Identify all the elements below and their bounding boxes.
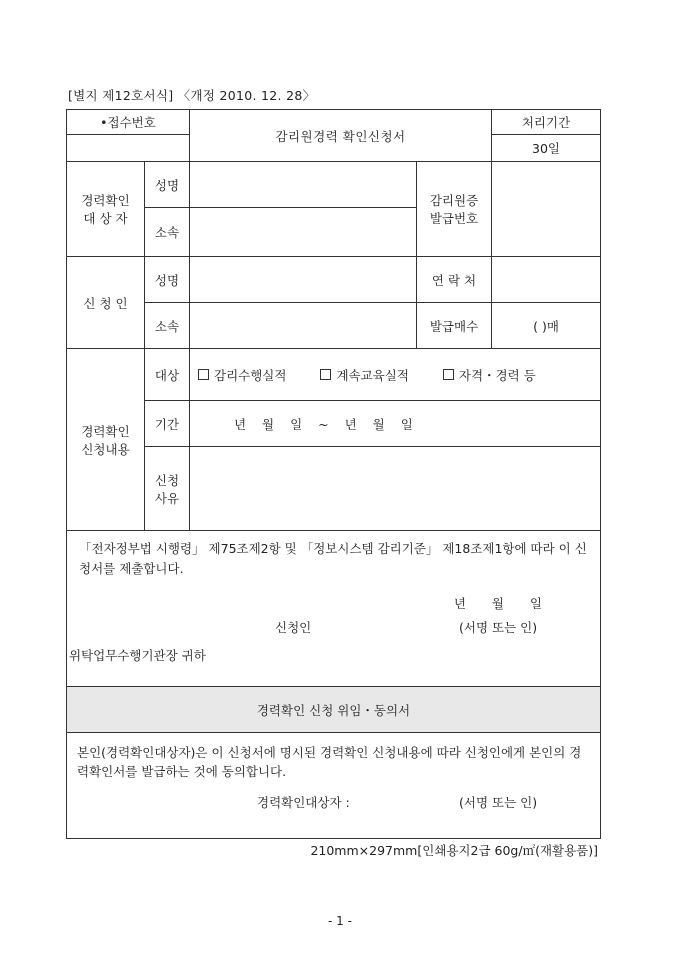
option-supervision[interactable]: 감리수행실적 [198,368,286,383]
applicant-affiliation-label: 소속 [145,303,190,349]
option-education[interactable]: 계속교육실적 [320,368,408,383]
applicant-group-label: 신 청 인 [67,257,145,349]
page-number: - 1 - [328,914,352,928]
certificate-number-label: 감리원증 발급번호 [417,162,492,257]
receipt-number-label: •접수번호 [67,110,190,135]
certificate-number-field[interactable] [492,162,601,257]
checkbox-icon[interactable] [198,369,209,380]
applicant-sign-label: 신청인 [275,620,312,635]
option-qualification[interactable]: 자격・경력 등 [443,368,536,383]
consent-subject-label: 경력확인대상자 : [257,795,350,810]
processing-period-label: 처리기간 [492,110,601,135]
subject-name-field[interactable] [190,162,417,208]
applicant-name-field[interactable] [190,257,417,303]
declaration-date: 년 월 일 [453,596,543,611]
target-options [190,349,601,401]
applicant-name-label: 성명 [145,257,190,303]
period-field[interactable]: 년 월 일 ~ 년 월 일 [190,401,601,447]
reason-label: 신청 사유 [145,447,190,531]
copies-field[interactable]: ( )매 [492,303,601,349]
recipient-label: 위탁업무수행기관장 귀하 [69,648,206,663]
processing-period-value: 30일 [492,135,601,162]
application-form [66,109,600,838]
consent-text: 본인(경력확인대상자)은 이 신청서에 명시된 경력확인 신청내용에 따라 신청인에게 본인의 경력확인서를 발급하는 것에 동의합니다. [77,745,582,779]
receipt-number-field[interactable] [67,135,190,162]
subject-affiliation-field[interactable] [190,208,417,257]
consent-sign-field[interactable]: (서명 또는 인) [459,795,538,810]
content-group-label: 경력확인 신청내용 [67,349,145,531]
applicant-sign-field[interactable]: (서명 또는 인) [459,620,538,635]
applicant-affiliation-field[interactable] [190,303,417,349]
contact-field[interactable] [492,257,601,303]
consent-section [67,733,601,839]
consent-title: 경력확인 신청 위임・동의서 [67,687,601,733]
paper-spec: 210mm×297mm[인쇄용지2급 60g/㎡(재활용품)] [310,843,598,858]
subject-name-label: 성명 [145,162,190,208]
contact-label: 연 락 처 [417,257,492,303]
reason-field[interactable] [190,447,601,531]
subject-group-label: 경력확인 대 상 자 [67,162,145,257]
target-label: 대상 [145,349,190,401]
subject-affiliation-label: 소속 [145,208,190,257]
declaration-section [67,531,601,687]
form-number-label: [별지 제12호서식] 〈개정 2010. 12. 28〉 [68,88,316,103]
declaration-text: 「전자정부법 시행령」 제75조제2항 및 「정보시스템 감리기준」 제18조제1항에 따라 이 신청서를 제출합니다. [79,541,587,576]
copies-label: 발급매수 [417,303,492,349]
period-label: 기간 [145,401,190,447]
page-title: 감리원경력 확인신청서 [190,110,492,162]
checkbox-icon[interactable] [443,369,454,380]
checkbox-icon[interactable] [320,369,331,380]
